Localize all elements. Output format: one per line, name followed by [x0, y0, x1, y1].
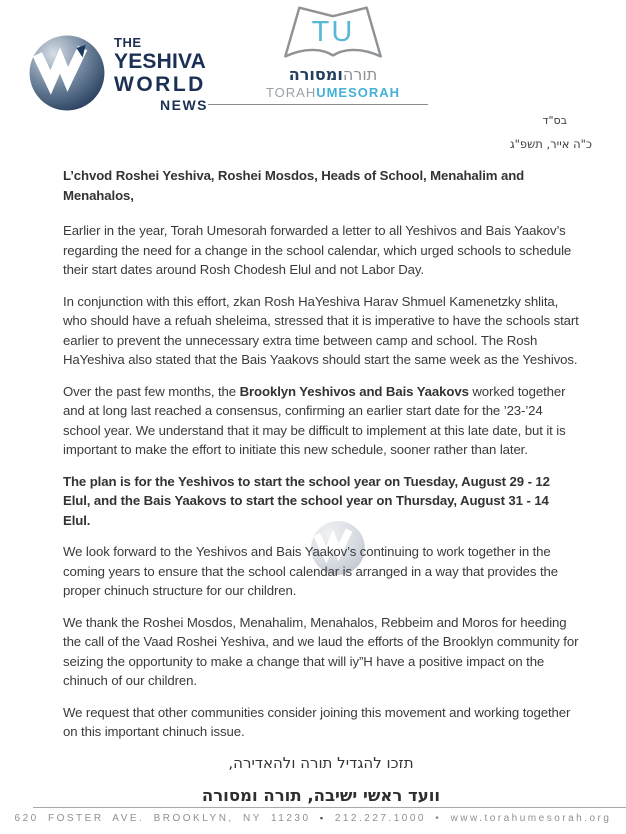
paragraph-thanks: We thank the Roshei Mosdos, Menahalim, Menahalos, Rebbeim and Moros for heeding the call of the Vaad Roshei Yeshiva, and we laud the efforts of the Brooklyn community for seizing the opportunity to make a change that will iy”H have a positive impact on the chinuch of our children. — [63, 614, 579, 688]
tu-hebrew-torah: תורה — [342, 65, 378, 84]
tu-english-torah: TORAH — [265, 85, 317, 100]
ywn-word-news: NEWS — [160, 97, 208, 113]
ywn-word-world: WORLD — [114, 73, 206, 96]
tu-hebrew-name — [252, 65, 414, 84]
footer-separator-dot: • — [435, 813, 442, 824]
tu-hebrew-umesorah: ומסורה — [288, 65, 343, 84]
footer-contact-line — [0, 813, 626, 824]
paragraph-calendar-letter: Earlier in the year, Torah Umesorah forwarded a letter to all Yeshivos and Bais Yaakov’s regarding the need for a change in the school calendar, which urged schools to schedule their start dates around Rosh Chodesh Elul and not Labor Day. — [63, 223, 572, 277]
bsd-heading: בס"ד — [542, 114, 567, 127]
paragraph-look-forward: We look forward to the Yeshivos and Bais Yaakov’s continuing to work together in the coming years to ensure that the school calendar is arranged in a way that provides the proper chinuch structure for our children. — [63, 544, 559, 598]
footer-divider — [33, 807, 626, 808]
ywn-word-the: THE — [114, 35, 142, 50]
footer-address: 620 FOSTER AVE. BROOKLYN, NY 11230 — [14, 813, 311, 824]
footer-separator-square: ▪ — [319, 813, 326, 823]
letter-body — [63, 166, 579, 805]
ywn-wordmark — [114, 36, 208, 112]
salutation: L’chvod Roshei Yeshiva, Roshei Mosdos, Heads of School, Menahalim and Menahalos, — [63, 168, 525, 203]
ywn-globe-icon — [28, 34, 106, 112]
paragraph-consensus — [63, 382, 579, 460]
tu-english-umesorah: UMESORAH — [316, 85, 401, 100]
paragraph-consensus-post: worked together and at long last reached a consensus, confirming an earlier start date for the ’23-’24 school year. We understand that it may be difficult to implement at this late date, but it is important to make the effort to initiate this new schedule, sooner rather than later. — [63, 383, 566, 457]
yeshiva-world-news-logo — [28, 32, 213, 112]
open-book-icon — [273, 49, 393, 66]
torah-umesorah-logo — [252, 4, 414, 100]
paragraph-plan-dates: The plan is for the Yeshivos to start the school year on Tuesday, August 29 - 12 Elul, and the Bais Yaakovs to start the school year on Thursday, August 31 - 14 Elul. — [63, 473, 550, 528]
paragraph-consensus-bold: Brooklyn Yeshivos and Bais Yaakovs — [239, 383, 469, 399]
paragraph-request: We request that other communities consider joining this movement and working together on this important chinuch issue. — [63, 704, 571, 739]
footer-website: www.torahumesorah.org — [450, 813, 612, 824]
header-divider — [208, 104, 428, 105]
ywn-word-yeshiva: YESHIVA — [114, 50, 207, 73]
footer-phone: 212.227.1000 — [334, 813, 426, 824]
hebrew-closing-blessing: תזכו להגדיל תורה ולהאדירה, — [228, 753, 414, 772]
tu-english-name — [252, 85, 414, 100]
paragraph-consensus-pre: Over the past few months, the — [63, 383, 240, 399]
hebrew-date: כ"ה אייר, תשפ"ג — [509, 137, 592, 151]
paragraph-rosh-hayeshiva: In conjunction with this effort, zkan Rosh HaYeshiva Harav Shmuel Kamenetzky shlita, who should have a refuah sheleima, stressed that it is imperative to have the schools start earlier to prevent the unnecessary extra time between camp and school. The Rosh HaYeshiva also stated that the Bais Yaakovs should start the same week as the Yeshivos. — [63, 293, 579, 367]
hebrew-signature: וועד ראשי ישיבה, תורה ומסורה — [201, 785, 441, 805]
tu-initials: TU — [311, 16, 355, 48]
